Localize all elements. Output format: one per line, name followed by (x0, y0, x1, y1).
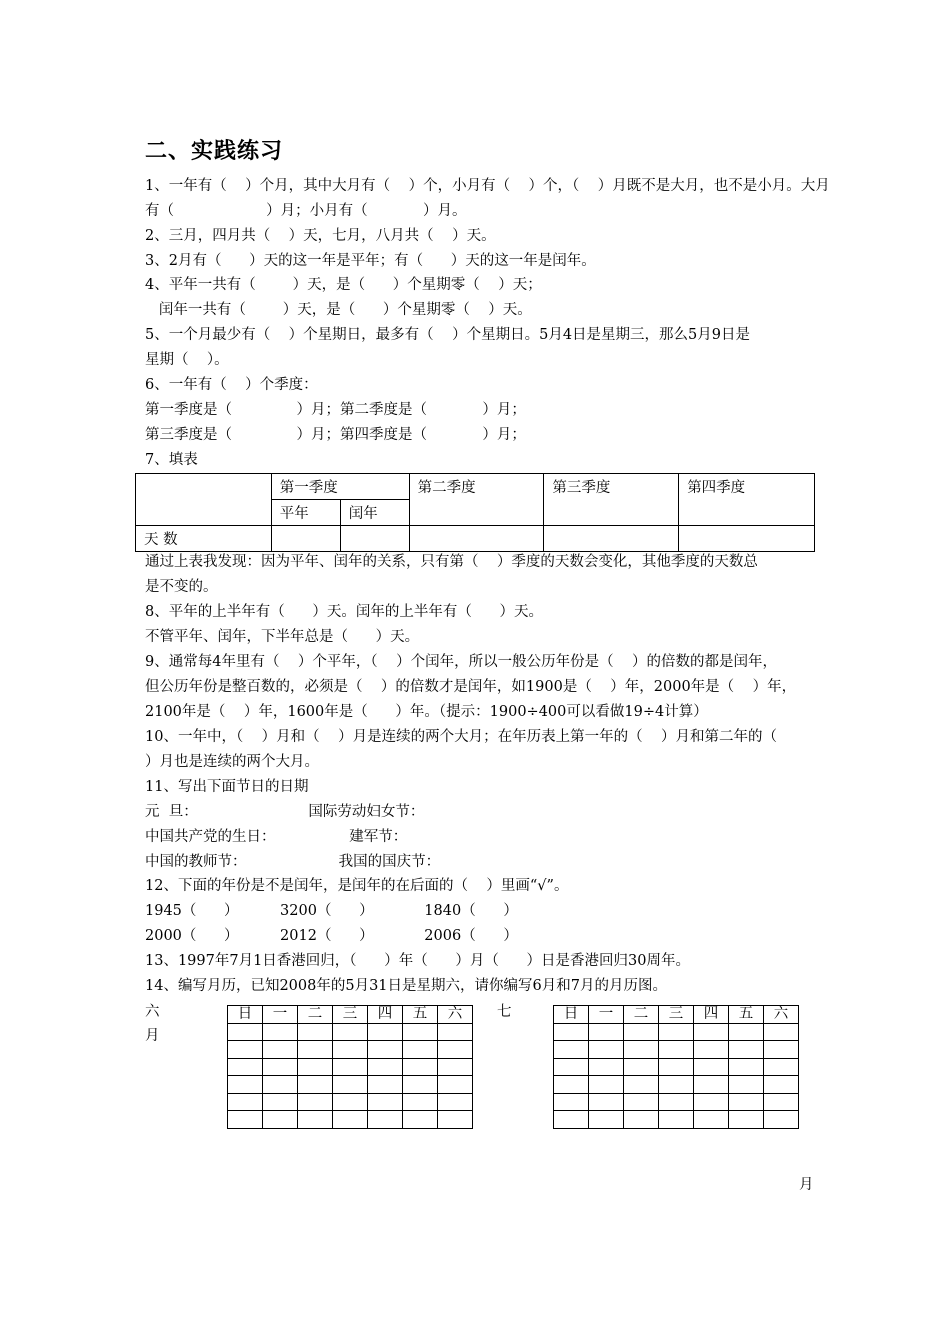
june-day-cell[interactable] (228, 1058, 263, 1076)
answer-cell[interactable] (340, 526, 409, 552)
june-label-bottom: 月 (145, 1028, 160, 1044)
june-day-cell[interactable] (263, 1111, 298, 1129)
header-q4: 第四季度 (679, 474, 815, 526)
june-weekday-header: 六 (438, 1006, 473, 1024)
june-weekday-header: 一 (263, 1006, 298, 1024)
july-day-cell[interactable] (554, 1041, 589, 1059)
july-day-cell[interactable] (729, 1093, 764, 1111)
q6-line-1: 6、一年有（ ）个季度： (145, 377, 318, 393)
june-day-cell[interactable] (228, 1093, 263, 1111)
june-day-cell[interactable] (298, 1023, 333, 1041)
july-day-cell[interactable] (554, 1058, 589, 1076)
july-day-cell[interactable] (624, 1023, 659, 1041)
june-day-cell[interactable] (403, 1076, 438, 1094)
july-day-cell[interactable] (589, 1041, 624, 1059)
festival-line-2: 中国共产党的生日： 建军节： (145, 829, 408, 845)
july-day-cell[interactable] (554, 1023, 589, 1041)
july-day-cell[interactable] (729, 1023, 764, 1041)
q11-line: 11、写出下面节日的日期 (145, 779, 309, 795)
july-day-cell[interactable] (729, 1076, 764, 1094)
july-day-cell[interactable] (624, 1076, 659, 1094)
q4-line-2: 闰年一共有（ ）天，是（ ）个星期零（ ）天。 (145, 302, 532, 318)
years-line-2: 2000（ ） 2012（ ） 2006（ ） (145, 928, 518, 944)
quarter-days-table (135, 473, 815, 552)
july-day-cell[interactable] (764, 1076, 799, 1094)
july-day-cell[interactable] (554, 1093, 589, 1111)
june-weekday-header: 三 (333, 1006, 368, 1024)
july-week-row (554, 1111, 799, 1129)
june-day-cell[interactable] (368, 1041, 403, 1059)
july-weekday-header: 日 (554, 1006, 589, 1024)
june-weekday-header: 四 (368, 1006, 403, 1024)
july-weekday-header: 二 (624, 1006, 659, 1024)
june-day-cell[interactable] (298, 1058, 333, 1076)
table-corner-cell (136, 474, 272, 526)
q6-line-2: 第一季度是（ ）月；第二季度是（ ）月； (145, 402, 526, 418)
june-day-cell[interactable] (298, 1093, 333, 1111)
table-note-line-1: 通过上表我发现：因为平年、闰年的关系，只有第（ ）季度的天数会变化，其他季度的天数总 (145, 554, 758, 570)
july-day-cell[interactable] (729, 1058, 764, 1076)
june-day-cell[interactable] (333, 1023, 368, 1041)
q5-line-1: 5、一个月最少有（ ）个星期日，最多有（ ）个星期日。5月4日是星期三，那么5月9日是 (145, 327, 750, 343)
july-day-cell[interactable] (659, 1058, 694, 1076)
header-q1: 第一季度 (271, 474, 409, 500)
july-day-cell[interactable] (694, 1041, 729, 1059)
june-day-cell[interactable] (368, 1076, 403, 1094)
june-day-cell[interactable] (228, 1111, 263, 1129)
june-week-row (228, 1023, 473, 1041)
q2-line: 2、三月，四月共（ ）天，七月，八月共（ ）天。 (145, 228, 496, 244)
q12-line: 12、下面的年份是不是闰年，是闰年的在后面的（ ）里画“√”。 (145, 878, 569, 894)
q9-line-3: 2100年是（ ）年，1600年是（ ）年。（提示：1900÷400可以看做19÷4计算） (145, 704, 708, 720)
june-day-cell[interactable] (228, 1076, 263, 1094)
july-weekday-header: 四 (694, 1006, 729, 1024)
june-day-cell[interactable] (263, 1093, 298, 1111)
july-day-cell[interactable] (764, 1111, 799, 1129)
july-week-row (554, 1058, 799, 1076)
header-leap-year: 闰年 (340, 500, 409, 526)
july-day-cell[interactable] (589, 1058, 624, 1076)
july-day-cell[interactable] (624, 1058, 659, 1076)
q3-line: 3、2月有（ ）天的这一年是平年；有（ ）天的这一年是闰年。 (145, 253, 596, 269)
july-day-cell[interactable] (589, 1093, 624, 1111)
july-day-cell[interactable] (764, 1093, 799, 1111)
q6-line-3: 第三季度是（ ）月；第四季度是（ ）月； (145, 427, 526, 443)
june-day-cell[interactable] (438, 1041, 473, 1059)
june-day-cell[interactable] (403, 1041, 438, 1059)
june-day-cell[interactable] (368, 1093, 403, 1111)
july-calendar-grid (553, 1005, 799, 1129)
june-weekday-header: 日 (228, 1006, 263, 1024)
festival-line-3: 中国的教师节： 我国的国庆节： (145, 854, 441, 870)
years-line-1: 1945（ ） 3200（ ） 1840（ ） (145, 903, 518, 919)
q13-line: 13、1997年7月1日香港回归，（ ）年（ ）月（ ）日是香港回归30周年。 (145, 953, 690, 969)
june-day-cell[interactable] (403, 1023, 438, 1041)
july-weekday-header: 一 (589, 1006, 624, 1024)
q9-line-2: 但公历年份是整百数的，必须是（ ）的倍数才是闰年，如1900是（ ）年，2000年是（ ）年， (145, 679, 797, 695)
june-week-row (228, 1076, 473, 1094)
july-day-cell[interactable] (694, 1076, 729, 1094)
june-weekday-row (228, 1006, 473, 1024)
header-q2: 第二季度 (409, 474, 544, 526)
header-q3: 第三季度 (544, 474, 679, 526)
july-day-cell[interactable] (764, 1023, 799, 1041)
june-day-cell[interactable] (368, 1058, 403, 1076)
june-day-cell[interactable] (228, 1041, 263, 1059)
section-title: 二、实践练习 (145, 139, 284, 164)
june-day-cell[interactable] (298, 1041, 333, 1059)
answer-cell[interactable] (409, 526, 544, 552)
june-day-cell[interactable] (333, 1058, 368, 1076)
july-day-cell[interactable] (589, 1076, 624, 1094)
july-day-cell[interactable] (624, 1093, 659, 1111)
july-label-bottom: 月 (799, 1177, 814, 1193)
q1-line-1: 1、一年有（ ）个月，其中大月有（ ）个，小月有（ ）个，（ ）月既不是大月，也不是小月。大月 (145, 178, 830, 194)
june-day-cell[interactable] (263, 1058, 298, 1076)
june-day-cell[interactable] (438, 1076, 473, 1094)
july-week-row (554, 1023, 799, 1041)
july-day-cell[interactable] (589, 1111, 624, 1129)
q4-line-1: 4、平年一共有（ ）天，是（ ）个星期零（ ）天； (145, 277, 542, 293)
header-common-year: 平年 (271, 500, 340, 526)
june-day-cell[interactable] (228, 1023, 263, 1041)
june-day-cell[interactable] (333, 1041, 368, 1059)
answer-cell[interactable] (544, 526, 679, 552)
july-week-row (554, 1093, 799, 1111)
july-weekday-header: 六 (764, 1006, 799, 1024)
july-day-cell[interactable] (624, 1041, 659, 1059)
q14-line: 14、编写月历，已知2008年的5月31日是星期六，请你编写6月和7月的月历图。 (145, 978, 667, 994)
q8-line-2: 不管平年、闰年，下半年总是（ ）天。 (145, 629, 420, 645)
june-weekday-header: 五 (403, 1006, 438, 1024)
july-day-cell[interactable] (659, 1093, 694, 1111)
q10-line-2: ）月也是连续的两个大月。 (145, 754, 319, 770)
q8-line-1: 8、平年的上半年有（ ）天。闰年的上半年有（ ）天。 (145, 604, 544, 620)
july-day-cell[interactable] (694, 1023, 729, 1041)
answer-cell[interactable] (679, 526, 815, 552)
q1-line-2: 有（ ）月；小月有（ ）月。 (145, 203, 467, 219)
july-week-row (554, 1076, 799, 1094)
answer-cell[interactable] (271, 526, 340, 552)
july-label-top: 七 (497, 1004, 512, 1020)
june-day-cell[interactable] (298, 1111, 333, 1129)
july-day-cell[interactable] (764, 1058, 799, 1076)
july-day-cell[interactable] (554, 1076, 589, 1094)
june-calendar-grid (227, 1005, 473, 1129)
july-day-cell[interactable] (589, 1023, 624, 1041)
june-week-row (228, 1093, 473, 1111)
july-day-cell[interactable] (554, 1111, 589, 1129)
july-week-row (554, 1041, 799, 1059)
july-weekday-header: 三 (659, 1006, 694, 1024)
june-day-cell[interactable] (333, 1093, 368, 1111)
june-day-cell[interactable] (438, 1093, 473, 1111)
june-day-cell[interactable] (438, 1111, 473, 1129)
july-day-cell[interactable] (694, 1093, 729, 1111)
july-day-cell[interactable] (624, 1111, 659, 1129)
july-day-cell[interactable] (729, 1041, 764, 1059)
june-label-top: 六 (145, 1004, 160, 1020)
june-day-cell[interactable] (263, 1076, 298, 1094)
june-week-row (228, 1058, 473, 1076)
q9-line-1: 9、通常每4年里有（ ）个平年，（ ）个闰年，所以一般公历年份是（ ）的倍数的都是闰年， (145, 654, 778, 670)
table-note-line-2: 是不变的。 (145, 579, 218, 595)
q10-line-1: 10、一年中，（ ）月和（ ）月是连续的两个大月；在年历表上第一年的（ ）月和第二年的（ (145, 729, 778, 745)
july-day-cell[interactable] (659, 1041, 694, 1059)
q7-line: 7、填表 (145, 452, 198, 468)
june-day-cell[interactable] (403, 1058, 438, 1076)
july-day-cell[interactable] (659, 1023, 694, 1041)
july-day-cell[interactable] (659, 1076, 694, 1094)
july-day-cell[interactable] (694, 1058, 729, 1076)
june-day-cell[interactable] (403, 1093, 438, 1111)
july-weekday-header: 五 (729, 1006, 764, 1024)
q5-line-2: 星期（ ）。 (145, 352, 229, 368)
june-day-cell[interactable] (263, 1023, 298, 1041)
june-weekday-header: 二 (298, 1006, 333, 1024)
row-days-label: 天 数 (136, 526, 272, 552)
june-day-cell[interactable] (368, 1023, 403, 1041)
festival-line-1: 元 旦： 国际劳动妇女节： (145, 804, 425, 820)
july-day-cell[interactable] (729, 1111, 764, 1129)
june-day-cell[interactable] (298, 1076, 333, 1094)
june-day-cell[interactable] (333, 1111, 368, 1129)
july-day-cell[interactable] (764, 1041, 799, 1059)
july-weekday-row (554, 1006, 799, 1024)
june-week-row (228, 1111, 473, 1129)
june-day-cell[interactable] (438, 1023, 473, 1041)
june-week-row (228, 1041, 473, 1059)
june-day-cell[interactable] (438, 1058, 473, 1076)
july-day-cell[interactable] (694, 1111, 729, 1129)
june-day-cell[interactable] (333, 1076, 368, 1094)
june-day-cell[interactable] (368, 1111, 403, 1129)
july-day-cell[interactable] (659, 1111, 694, 1129)
june-day-cell[interactable] (403, 1111, 438, 1129)
june-day-cell[interactable] (263, 1041, 298, 1059)
